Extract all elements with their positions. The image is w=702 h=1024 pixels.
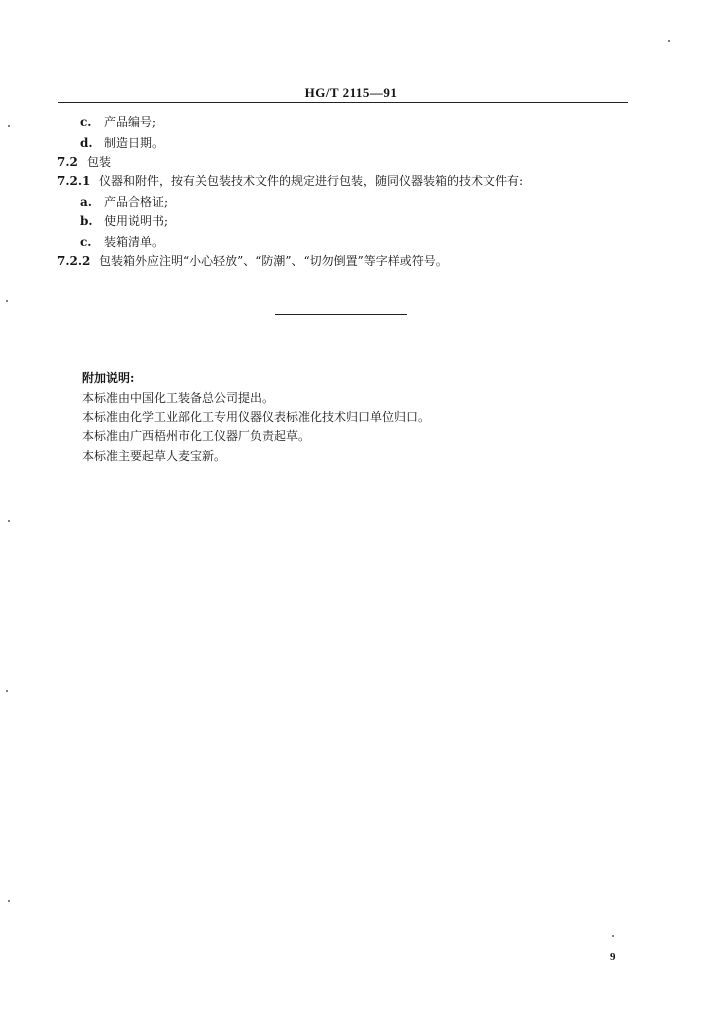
section-7-2-2-paragraph (57, 253, 448, 269)
list-item-c (80, 114, 156, 130)
standard-code-header: HG/T 2115—91 (304, 85, 398, 100)
scan-speck (668, 40, 670, 42)
list-item-text: 产品编号; (104, 115, 157, 129)
list-item-text: 制造日期。 (104, 136, 165, 150)
notes-line: 本标准主要起草人麦宝新。 (82, 449, 227, 463)
list-item-text: 使用说明书; (104, 214, 169, 228)
notes-line: 本标准由化学工业部化工专用仪器仪表标准化技术归口单位归口。 (82, 410, 431, 424)
list-marker: c. (80, 235, 92, 249)
list-item-text: 装箱清单。 (104, 235, 165, 249)
notes-line: 本标准由中国化工装备总公司提出。 (82, 391, 275, 405)
list-item-a (80, 194, 168, 210)
list-item-c (80, 234, 164, 250)
scan-speck (612, 935, 614, 937)
section-7-2-1-paragraph (57, 173, 523, 189)
scan-speck (6, 690, 8, 692)
notes-heading: 附加说明: (82, 371, 135, 385)
section-number: 7.2.2 (57, 254, 91, 268)
list-item-text: 产品合格证; (104, 195, 169, 209)
section-number: 7.2 (57, 155, 78, 169)
notes-line: 本标准由广西梧州市化工仪器厂负责起草。 (82, 429, 311, 443)
section-title: 包装 (87, 155, 112, 169)
header-rule (58, 102, 628, 103)
scan-speck (8, 520, 10, 522)
scan-speck (6, 300, 8, 302)
section-number: 7.2.1 (57, 174, 91, 188)
list-marker: a. (80, 195, 92, 209)
section-separator-rule (275, 314, 407, 315)
list-marker: b. (80, 214, 93, 228)
list-item-b (80, 213, 168, 229)
page-number: 9 (610, 951, 616, 963)
list-marker: c. (80, 115, 92, 129)
scan-speck (8, 125, 10, 127)
section-text: 包装箱外应注明“小心轻放”、“防潮”、“切勿倒置”等字样或符号。 (99, 254, 448, 268)
section-text: 仪器和附件，按有关包装技术文件的规定进行包装，随同仪器装箱的技术文件有: (99, 174, 524, 188)
list-item-d (80, 135, 164, 151)
list-marker: d. (80, 136, 93, 150)
scan-speck (8, 900, 10, 902)
section-7-2-heading (57, 154, 111, 170)
